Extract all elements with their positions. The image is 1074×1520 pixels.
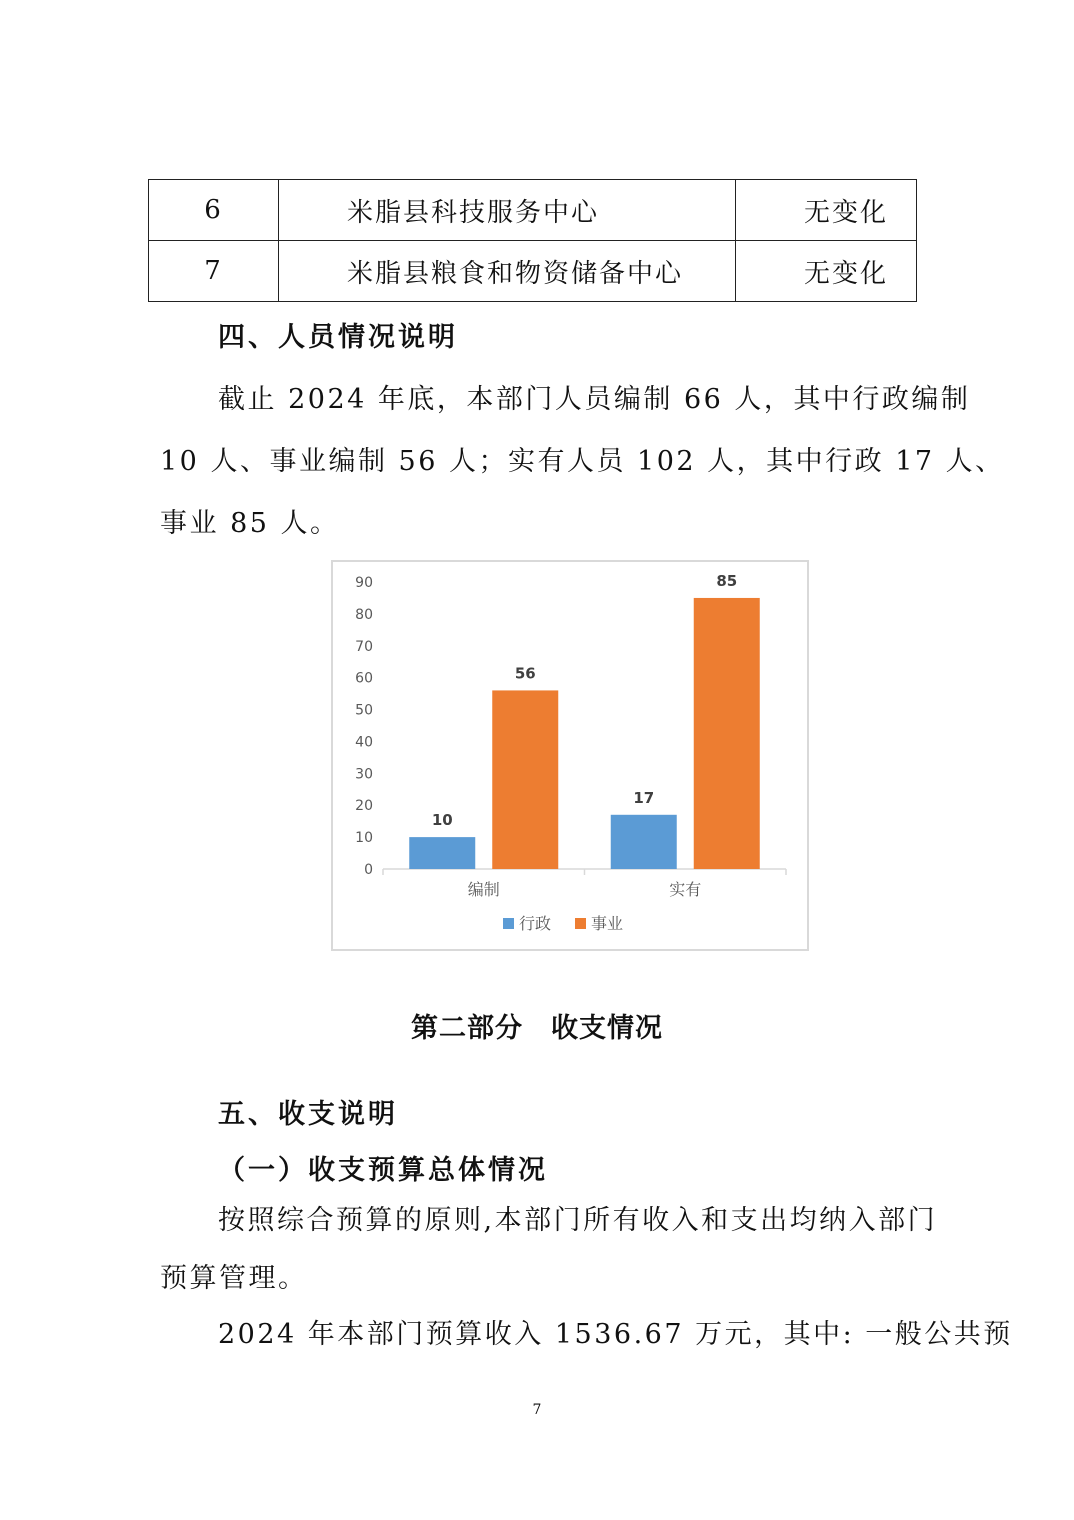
y-tick-label: 60 bbox=[355, 670, 373, 687]
x-category-label: 实有 bbox=[669, 880, 702, 899]
data-label: 17 bbox=[633, 788, 655, 807]
x-category-label: 编制 bbox=[467, 880, 500, 899]
row-number: 6 bbox=[149, 180, 279, 241]
data-label: 10 bbox=[431, 811, 453, 830]
chart-canvas bbox=[333, 562, 807, 949]
legend-swatch bbox=[503, 918, 514, 929]
data-label: 85 bbox=[716, 571, 738, 590]
org-name: 米脂县粮食和物资储备中心 bbox=[279, 241, 736, 302]
paragraph-line: 按照综合预算的原则,本部门所有收入和支出均纳入部门 bbox=[218, 1205, 938, 1236]
row-number: 7 bbox=[149, 241, 279, 302]
change-status: 无变化 bbox=[736, 241, 917, 302]
y-tick-label: 90 bbox=[355, 575, 373, 591]
y-tick-label: 20 bbox=[355, 798, 373, 815]
legend-swatch bbox=[575, 918, 586, 929]
bar bbox=[409, 837, 475, 869]
org-table bbox=[148, 179, 917, 302]
paragraph-line: 2024 年本部门预算收入 1536.67 万元，其中: 一般公共预 bbox=[218, 1319, 1013, 1350]
y-tick-label: 10 bbox=[355, 830, 373, 847]
part-title: 第二部分 收支情况 bbox=[411, 1013, 663, 1044]
org-name: 米脂县科技服务中心 bbox=[279, 180, 736, 241]
bar bbox=[611, 815, 677, 869]
section-heading: 五、收支说明 bbox=[218, 1099, 398, 1130]
y-tick-label: 0 bbox=[364, 862, 373, 878]
table-row bbox=[149, 180, 917, 241]
section-heading: 四、人员情况说明 bbox=[218, 322, 458, 353]
y-tick-label: 70 bbox=[355, 638, 373, 655]
paragraph-line: 10 人、事业编制 56 人；实有人员 102 人，其中行政 17 人、 bbox=[160, 446, 1005, 477]
data-label: 56 bbox=[514, 664, 536, 683]
page-number: 7 bbox=[532, 1402, 542, 1418]
y-tick-label: 50 bbox=[355, 702, 373, 719]
subsection-heading: （一）收支预算总体情况 bbox=[218, 1155, 548, 1186]
y-tick-label: 80 bbox=[355, 606, 373, 623]
bar bbox=[694, 598, 760, 869]
paragraph-line: 截止 2024 年底，本部门人员编制 66 人，其中行政编制 bbox=[218, 384, 971, 415]
paragraph-line: 事业 85 人。 bbox=[160, 508, 340, 539]
bar bbox=[492, 690, 558, 869]
table-row bbox=[149, 241, 917, 302]
paragraph-line: 预算管理。 bbox=[160, 1263, 308, 1294]
legend-label: 行政 bbox=[519, 914, 552, 933]
staff-chart bbox=[331, 560, 809, 951]
legend-label: 事业 bbox=[591, 914, 624, 933]
y-tick-label: 40 bbox=[355, 734, 373, 751]
y-tick-label: 30 bbox=[355, 766, 373, 783]
change-status: 无变化 bbox=[736, 180, 917, 241]
